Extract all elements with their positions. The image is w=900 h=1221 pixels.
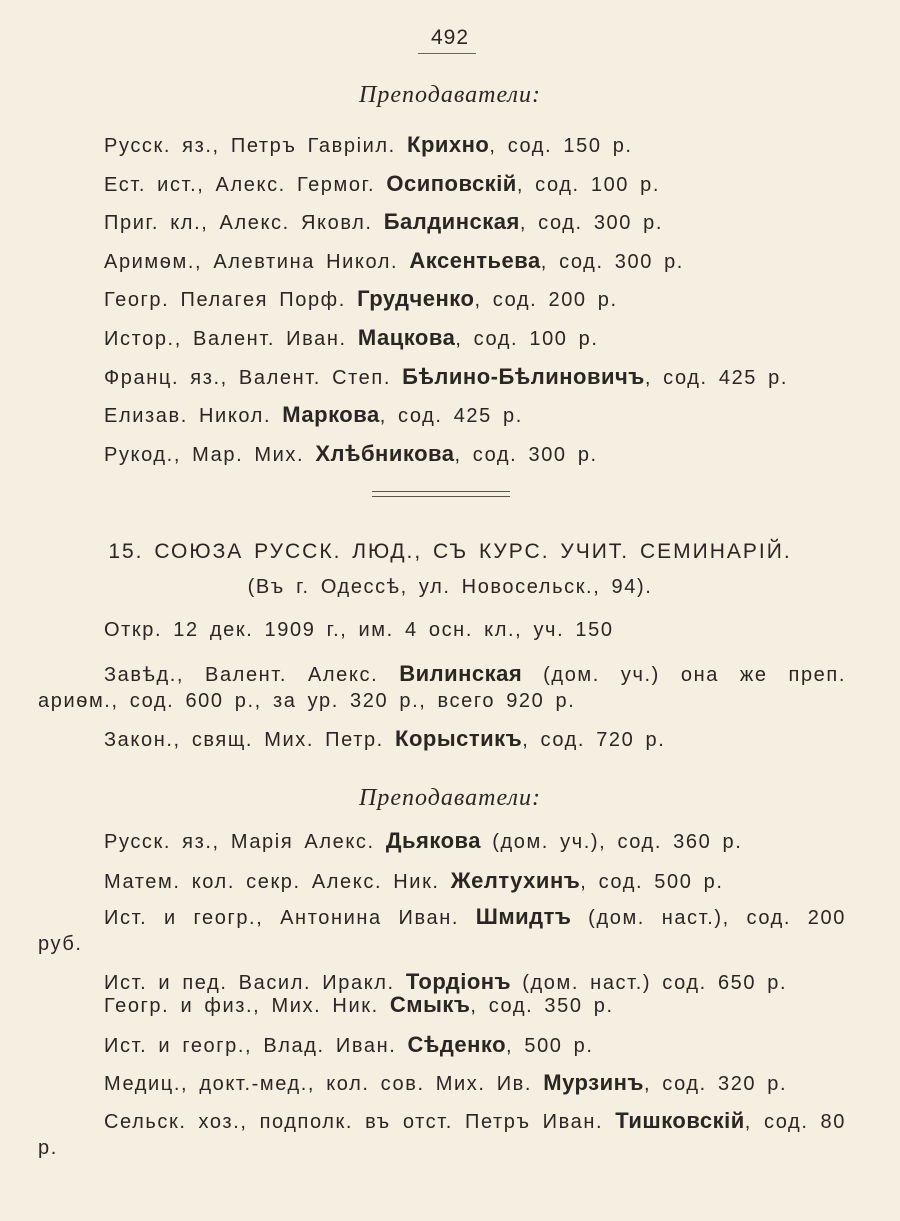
staff-line: Матем. кол. секр. Алекс. Ник. Желтухинъ, сод. 500 р.: [104, 868, 724, 893]
page-number-rule: [418, 53, 476, 54]
page-number: 492: [430, 26, 470, 49]
staff-line: Медиц., докт.-мед., кол. сов. Мих. Ив. Мурзинъ, сод. 320 р.: [104, 1070, 788, 1095]
staff-line: Ист. и геогр., Влад. Иван. Сѣденко, 500 р.: [104, 1032, 594, 1057]
staff-paragraph: Сельск. хоз., подполк. въ отст. Петръ Иван. Тишковскiй, сод. 80 р.: [38, 1108, 846, 1159]
section-title: 15. СОЮЗА РУССК. ЛЮД., СЪ КУРС. УЧИТ. СЕМИНАРIЙ.: [108, 540, 792, 563]
staff-line: Русск. яз., Петръ Гаврiил. Крихно, сод. 150 р.: [104, 132, 633, 157]
head-paragraph: Завѣд., Валент. Алекс. Вилинская (дом. уч.) она же преп. ариѳм., сод. 600 р., за ур. 320 р., всего 920 р.: [38, 661, 846, 712]
heading-teachers: Преподаватели:: [359, 82, 541, 108]
section-divider: [372, 491, 510, 497]
staff-line: Франц. яз., Валент. Степ. Бѣлино-Бѣлиновичъ, сод. 425 р.: [104, 364, 789, 389]
section-subtitle: (Въ г. Одессѣ, ул. Новосельск., 94).: [247, 576, 653, 598]
law-line: Закон., свящ. Мих. Петр. Корыстикъ, сод. 720 р.: [104, 726, 666, 751]
staff-line: Истор., Валент. Иван. Мацкова, сод. 100 р.: [104, 325, 599, 350]
staff-line: Аримѳм., Алевтина Никол. Аксентьева, сод. 300 р.: [104, 248, 684, 273]
staff-line: Приг. кл., Алекс. Яковл. Балдинская, сод. 300 р.: [104, 209, 664, 234]
staff-line: Геогр. и физ., Мих. Ник. Смыкъ, сод. 350 р.: [104, 992, 614, 1017]
staff-line: Ист. и пед. Васил. Иракл. Тордiонъ (дом. наст.) сод. 650 р.: [104, 969, 788, 994]
staff-line: Рукод., Мар. Мих. Хлѣбникова, сод. 300 р.: [104, 441, 598, 466]
staff-paragraph: Ист. и геогр., Антонина Иван. Шмидтъ (дом. наст.), сод. 200 руб.: [38, 904, 846, 955]
opened-line: Откр. 12 дек. 1909 г., им. 4 осн. кл., уч. 150: [104, 619, 614, 641]
staff-line: Геогр. Пелагея Порф. Грудченко, сод. 200 р.: [104, 286, 618, 311]
heading-teachers-2: Преподаватели:: [359, 785, 541, 811]
staff-line: Елизав. Никол. Маркова, сод. 425 р.: [104, 402, 523, 427]
staff-line: Ест. ист., Алекс. Гермог. Осиповскiй, сод. 100 р.: [104, 171, 661, 196]
staff-line: Русск. яз., Марiя Алекс. Дьякова (дом. уч.), сод. 360 р.: [104, 828, 743, 853]
